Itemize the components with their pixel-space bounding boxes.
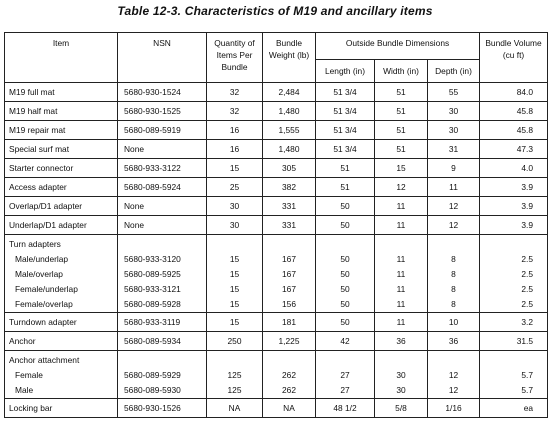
- group-cell-quantity: 15: [229, 254, 240, 264]
- cell-item: Locking bar: [5, 399, 118, 418]
- group-cell-weight: 167: [282, 269, 296, 279]
- cell-width: 5/8: [375, 399, 428, 418]
- table-row: [5, 332, 548, 351]
- cell-depth: 36: [428, 332, 480, 351]
- group-cell-width: 30: [396, 370, 406, 380]
- cell-quantity: [207, 235, 263, 313]
- cell-weight: 1,480: [263, 102, 316, 121]
- cell-weight: [263, 235, 316, 313]
- table-row: [5, 102, 548, 121]
- cell-item: M19 repair mat: [5, 121, 118, 140]
- table-title: Table 12-3. Characteristics of M19 and ancillary items: [117, 4, 433, 18]
- header-item: Item: [5, 33, 118, 83]
- group-cell-weight: 262: [282, 370, 296, 380]
- cell-length: 48 1/2: [316, 399, 375, 418]
- cell-nsn: None: [118, 216, 207, 235]
- group-cell-length: 50: [340, 284, 350, 294]
- table-row: [5, 121, 548, 140]
- group-cell-item: Male/underlap: [15, 254, 69, 264]
- cell-item: Turndown adapter: [5, 313, 118, 332]
- group-cell-quantity: 15: [229, 284, 240, 294]
- cell-weight: 1,555: [263, 121, 316, 140]
- cell-volume: 4.0: [480, 159, 548, 178]
- group-cell-quantity: 125: [227, 370, 242, 380]
- cell-depth: 11: [428, 178, 480, 197]
- cell-quantity: 32: [207, 102, 263, 121]
- cell-volume: ea: [480, 399, 548, 418]
- table-row: [5, 178, 548, 197]
- header-volume: Bundle Volume (cu ft): [480, 33, 548, 83]
- group-cell-volume: 5.7: [521, 370, 534, 380]
- cell-weight: 382: [263, 178, 316, 197]
- cell-quantity: NA: [207, 399, 263, 418]
- cell-width: 12: [375, 178, 428, 197]
- group-cell-item: Female/underlap: [15, 284, 78, 294]
- group-cell-item: Male/overlap: [15, 269, 63, 279]
- cell-nsn: [118, 351, 207, 399]
- cell-item: Starter connector: [5, 159, 118, 178]
- cell-length: 51 3/4: [316, 121, 375, 140]
- header-width: Width (in): [375, 60, 428, 83]
- cell-weight: 2,484: [263, 83, 316, 102]
- cell-item: [5, 235, 118, 313]
- cell-quantity: 30: [207, 216, 263, 235]
- cell-width: 51: [375, 121, 428, 140]
- cell-depth: 30: [428, 102, 480, 121]
- cell-item: Special surf mat: [5, 140, 118, 159]
- cell-length: 51 3/4: [316, 83, 375, 102]
- cell-nsn: [118, 235, 207, 313]
- cell-length: 51 3/4: [316, 102, 375, 121]
- group-cell-depth: 8: [451, 299, 456, 309]
- cell-width: 11: [375, 216, 428, 235]
- group-cell-depth: 8: [451, 254, 456, 264]
- cell-length: 50: [316, 313, 375, 332]
- group-cell-item: Female: [15, 370, 43, 380]
- group-cell-length: 50: [340, 269, 350, 279]
- table-row: [5, 197, 548, 216]
- table-row-group-anchor-attachment: [5, 351, 548, 399]
- cell-nsn: 5680-089-5924: [118, 178, 207, 197]
- cell-nsn: 5680-930-1526: [118, 399, 207, 418]
- cell-width: [375, 235, 428, 313]
- group-cell-volume: 2.5: [521, 269, 534, 279]
- group-cell-depth: 12: [448, 370, 459, 380]
- cell-width: 11: [375, 197, 428, 216]
- cell-depth: 12: [428, 197, 480, 216]
- header-weight: Bundle Weight (lb): [263, 33, 316, 83]
- cell-length: 51: [316, 178, 375, 197]
- cell-nsn: 5680-930-1524: [118, 83, 207, 102]
- group-cell-weight: 156: [282, 299, 296, 309]
- cell-nsn: None: [118, 140, 207, 159]
- header-quantity: Quantity of Items Per Bundle: [207, 33, 263, 83]
- cell-quantity: 32: [207, 83, 263, 102]
- group-cell-quantity: 125: [227, 385, 242, 395]
- cell-volume: 47.3: [480, 140, 548, 159]
- characteristics-table: [4, 32, 548, 418]
- group-cell-volume: 2.5: [521, 284, 534, 294]
- cell-quantity: 25: [207, 178, 263, 197]
- cell-nsn: 5680-930-1525: [118, 102, 207, 121]
- group-cell-length: 27: [340, 385, 350, 395]
- group-cell-width: 11: [396, 269, 406, 279]
- cell-depth: [428, 351, 480, 399]
- cell-quantity: 30: [207, 197, 263, 216]
- cell-weight: 331: [263, 197, 316, 216]
- cell-quantity: 16: [207, 121, 263, 140]
- cell-volume: 3.9: [480, 178, 548, 197]
- cell-length: 51: [316, 159, 375, 178]
- cell-quantity: 15: [207, 313, 263, 332]
- table-body: [5, 83, 548, 418]
- cell-weight: NA: [263, 399, 316, 418]
- cell-length: 50: [316, 216, 375, 235]
- cell-item: Access adapter: [5, 178, 118, 197]
- table-row: [5, 83, 548, 102]
- cell-depth: 31: [428, 140, 480, 159]
- group-cell-length: 50: [340, 254, 350, 264]
- cell-depth: [428, 235, 480, 313]
- cell-weight: 305: [263, 159, 316, 178]
- cell-depth: 9: [428, 159, 480, 178]
- cell-width: 15: [375, 159, 428, 178]
- cell-length: [316, 235, 375, 313]
- group-cell-quantity: 15: [229, 269, 240, 279]
- cell-width: 51: [375, 102, 428, 121]
- table-row: [5, 216, 548, 235]
- group-cell-weight: 167: [282, 254, 296, 264]
- cell-weight: [263, 351, 316, 399]
- group-cell-depth: 12: [448, 385, 459, 395]
- group-cell-weight: 167: [282, 284, 296, 294]
- cell-volume: [480, 351, 548, 399]
- cell-item: M19 half mat: [5, 102, 118, 121]
- table-row: [5, 140, 548, 159]
- cell-nsn: 5680-089-5919: [118, 121, 207, 140]
- group-cell-width: 11: [396, 254, 406, 264]
- cell-length: 51 3/4: [316, 140, 375, 159]
- cell-volume: 45.8: [480, 121, 548, 140]
- group-cell-volume: 5.7: [521, 385, 534, 395]
- cell-item: Overlap/D1 adapter: [5, 197, 118, 216]
- group-cell-nsn: 5680-933-3120: [124, 254, 181, 264]
- cell-volume: 3.9: [480, 197, 548, 216]
- cell-quantity: 250: [207, 332, 263, 351]
- cell-quantity: 15: [207, 159, 263, 178]
- group-cell-quantity: 15: [229, 299, 240, 309]
- group-cell-depth: 8: [451, 269, 456, 279]
- cell-depth: 1/16: [428, 399, 480, 418]
- table-row: [5, 159, 548, 178]
- cell-quantity: 16: [207, 140, 263, 159]
- cell-nsn: 5680-933-3122: [118, 159, 207, 178]
- header-outside-dimensions: Outside Bundle Dimensions: [316, 33, 480, 60]
- group-cell-nsn: 5680-933-3121: [124, 284, 181, 294]
- group-cell-depth: 8: [451, 284, 456, 294]
- cell-volume: 45.8: [480, 102, 548, 121]
- cell-depth: 30: [428, 121, 480, 140]
- group-label: Anchor attachment: [9, 355, 80, 365]
- cell-width: [375, 351, 428, 399]
- cell-volume: 3.2: [480, 313, 548, 332]
- header-length: Length (in): [316, 60, 375, 83]
- cell-weight: 331: [263, 216, 316, 235]
- cell-length: 42: [316, 332, 375, 351]
- cell-item: Anchor: [5, 332, 118, 351]
- cell-volume: 3.9: [480, 216, 548, 235]
- cell-nsn: 5680-933-3119: [118, 313, 207, 332]
- cell-weight: 181: [263, 313, 316, 332]
- header-nsn: NSN: [118, 33, 207, 83]
- cell-quantity: [207, 351, 263, 399]
- cell-volume: 84.0: [480, 83, 548, 102]
- table-row: [5, 313, 548, 332]
- cell-volume: 31.5: [480, 332, 548, 351]
- group-cell-volume: 2.5: [521, 299, 534, 309]
- cell-volume: [480, 235, 548, 313]
- cell-item: M19 full mat: [5, 83, 118, 102]
- group-cell-item: Female/overlap: [15, 299, 73, 309]
- cell-depth: 12: [428, 216, 480, 235]
- cell-depth: 55: [428, 83, 480, 102]
- group-cell-width: 11: [396, 284, 406, 294]
- table-row-group-turn-adapters: [5, 235, 548, 313]
- cell-nsn: None: [118, 197, 207, 216]
- table-row: [5, 399, 548, 418]
- cell-item: Underlap/D1 adapter: [5, 216, 118, 235]
- group-cell-nsn: 5680-089-5930: [124, 385, 181, 395]
- cell-length: 50: [316, 197, 375, 216]
- group-cell-volume: 2.5: [521, 254, 534, 264]
- group-cell-length: 27: [340, 370, 350, 380]
- cell-width: 36: [375, 332, 428, 351]
- group-cell-weight: 262: [282, 385, 296, 395]
- group-cell-length: 50: [340, 299, 350, 309]
- cell-depth: 10: [428, 313, 480, 332]
- group-cell-nsn: 5680-089-5928: [124, 299, 181, 309]
- cell-weight: 1,480: [263, 140, 316, 159]
- cell-width: 11: [375, 313, 428, 332]
- cell-weight: 1,225: [263, 332, 316, 351]
- group-cell-width: 11: [396, 299, 406, 309]
- group-cell-width: 30: [396, 385, 406, 395]
- cell-width: 51: [375, 140, 428, 159]
- group-cell-nsn: 5680-089-5925: [124, 269, 181, 279]
- group-label: Turn adapters: [9, 239, 61, 249]
- header-depth: Depth (in): [428, 60, 480, 83]
- group-cell-nsn: 5680-089-5929: [124, 370, 181, 380]
- cell-length: [316, 351, 375, 399]
- cell-item: [5, 351, 118, 399]
- group-cell-item: Male: [15, 385, 34, 395]
- cell-width: 51: [375, 83, 428, 102]
- cell-nsn: 5680-089-5934: [118, 332, 207, 351]
